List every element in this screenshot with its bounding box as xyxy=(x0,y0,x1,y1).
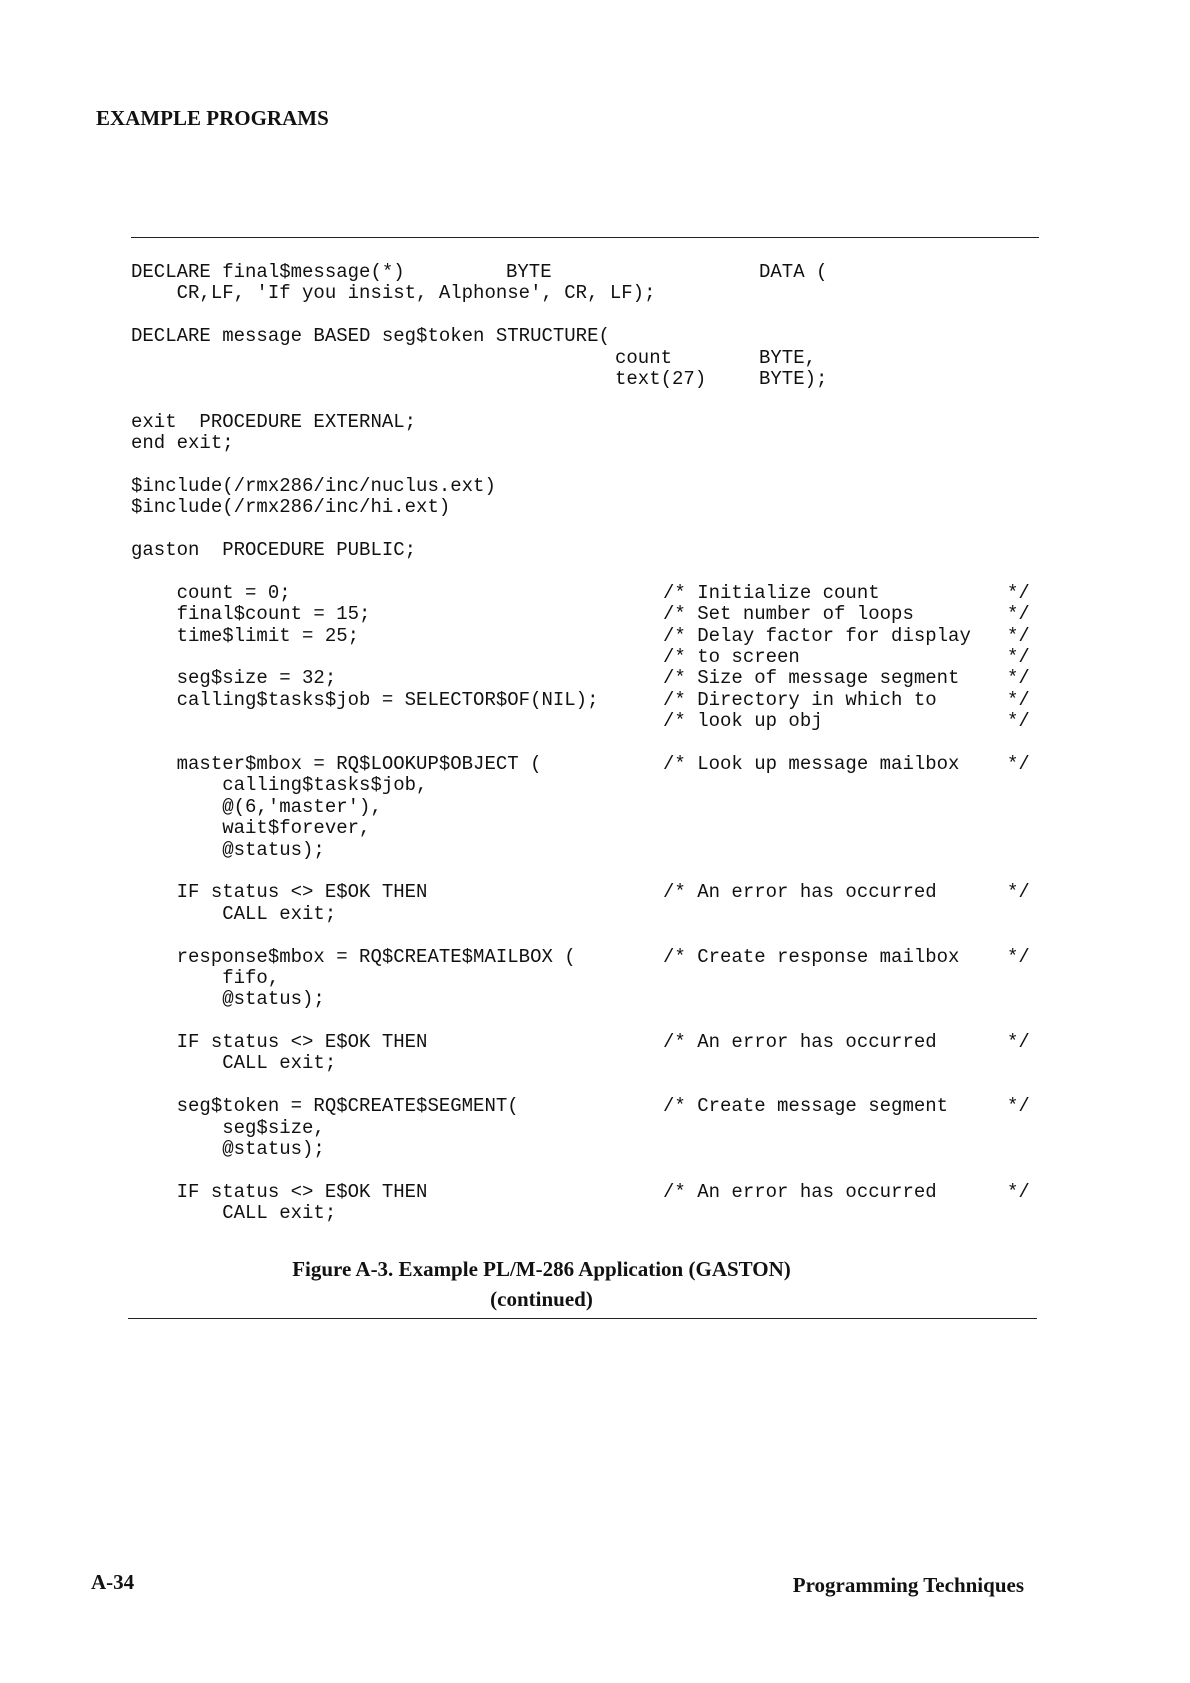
code-line: calling$tasks$job, xyxy=(131,774,428,797)
comment-text: /* An error has occurred xyxy=(663,1031,937,1054)
figure-caption xyxy=(0,1254,1083,1314)
blank-line xyxy=(131,454,1041,475)
comment-end: */ xyxy=(1007,1095,1030,1118)
comment-text: /* An error has occurred xyxy=(663,881,937,904)
page-number: A-34 xyxy=(91,1570,135,1594)
code-text: DECLARE final$message(*) xyxy=(131,261,405,283)
comment-end: */ xyxy=(1007,710,1030,733)
comment-text: /* Create response mailbox xyxy=(663,945,960,968)
caption-title: Figure A-3. Example PL/M-286 Application (GASTON) xyxy=(292,1257,791,1281)
blank-line xyxy=(131,1010,1041,1031)
code-line: @status); xyxy=(131,838,325,861)
code-line: CALL exit; xyxy=(131,1202,337,1225)
code-line xyxy=(131,946,1041,967)
comment-end: */ xyxy=(1007,581,1030,604)
code-line: $include(/rmx286/inc/hi.ext) xyxy=(131,496,451,519)
comment-end: */ xyxy=(1007,603,1030,626)
blank-line xyxy=(131,924,1041,945)
code-text: IF status <> E$OK THEN xyxy=(131,881,428,904)
code-text: IF status <> E$OK THEN xyxy=(131,1180,428,1203)
comment-text: /* Create message segment xyxy=(663,1095,949,1118)
code-line xyxy=(131,881,1041,902)
code-line: CALL exit; xyxy=(131,902,337,925)
blank-line xyxy=(131,518,1041,539)
blank-line xyxy=(131,389,1041,410)
blank-line xyxy=(131,1159,1041,1180)
code-line xyxy=(131,368,1041,389)
code-text: response$mbox = RQ$CREATE$MAILBOX ( xyxy=(131,945,576,968)
code-line xyxy=(131,1031,1041,1052)
code-text: DATA ( xyxy=(759,261,828,283)
code-line xyxy=(131,1181,1041,1202)
comment-text: /* Delay factor for display xyxy=(663,624,971,647)
code-text: BYTE); xyxy=(759,367,828,390)
code-line: wait$forever, xyxy=(131,817,371,840)
code-line: gaston PROCEDURE PUBLIC; xyxy=(131,539,417,562)
comment-end: */ xyxy=(1007,1031,1030,1054)
section-title: Programming Techniques xyxy=(792,1573,1024,1597)
comment-end: */ xyxy=(1007,624,1030,647)
comment-text: /* Size of message segment xyxy=(663,667,960,690)
comment-end: */ xyxy=(1007,945,1030,968)
caption-continued: (continued) xyxy=(490,1287,593,1311)
code-text: calling$tasks$job = SELECTOR$OF(NIL); xyxy=(131,688,599,711)
code-line xyxy=(131,347,1041,368)
code-line xyxy=(131,603,1041,624)
comment-end: */ xyxy=(1007,646,1030,669)
code-text: IF status <> E$OK THEN xyxy=(131,1031,428,1054)
code-line xyxy=(131,582,1041,603)
code-line: exit PROCEDURE EXTERNAL; xyxy=(131,410,417,433)
code-line: end exit; xyxy=(131,432,234,455)
comment-text: /* Initialize count xyxy=(663,581,880,604)
blank-line xyxy=(131,1074,1041,1095)
code-text: final$count = 15; xyxy=(131,603,371,626)
code-text: count xyxy=(615,346,673,369)
comment-text: /* An error has occurred xyxy=(663,1180,937,1203)
code-text: master$mbox = RQ$LOOKUP$OBJECT ( xyxy=(131,752,542,775)
code-text: seg$token = RQ$CREATE$SEGMENT( xyxy=(131,1095,519,1118)
code-text: count = 0; xyxy=(131,581,291,604)
code-text: BYTE xyxy=(506,261,552,283)
code-line xyxy=(131,646,1041,667)
top-rule xyxy=(131,237,1039,238)
blank-line xyxy=(131,732,1041,753)
comment-text: /* Look up message mailbox xyxy=(663,752,960,775)
comment-end: */ xyxy=(1007,688,1030,711)
code-line xyxy=(131,261,1041,282)
comment-end: */ xyxy=(1007,881,1030,904)
code-listing xyxy=(131,261,1041,1224)
comment-end: */ xyxy=(1007,752,1030,775)
code-text: seg$size = 32; xyxy=(131,667,337,690)
blank-line xyxy=(131,860,1041,881)
code-text: time$limit = 25; xyxy=(131,624,360,647)
code-line xyxy=(131,710,1041,731)
code-line xyxy=(131,689,1041,710)
comment-end: */ xyxy=(1007,1180,1030,1203)
code-line: $include(/rmx286/inc/nuclus.ext) xyxy=(131,474,496,497)
comment-text: /* to screen xyxy=(663,646,800,669)
code-text: BYTE, xyxy=(759,346,817,369)
page-header: EXAMPLE PROGRAMS xyxy=(96,106,329,130)
code-line: CR,LF, 'If you insist, Alphonse', CR, LF); xyxy=(131,282,656,305)
code-text: text(27) xyxy=(615,367,707,390)
comment-text: /* Directory in which to xyxy=(663,688,937,711)
code-line: fifo, xyxy=(131,966,280,989)
comment-end: */ xyxy=(1007,667,1030,690)
blank-line xyxy=(131,304,1041,325)
code-line: @status); xyxy=(131,1138,325,1161)
code-line: CALL exit; xyxy=(131,1052,337,1075)
code-line: @(6,'master'), xyxy=(131,795,382,818)
comment-text: /* Set number of loops xyxy=(663,603,914,626)
code-line xyxy=(131,667,1041,688)
comment-text: /* look up obj xyxy=(663,710,823,733)
code-line: @status); xyxy=(131,988,325,1011)
code-line: DECLARE message BASED seg$token STRUCTURE( xyxy=(131,325,610,348)
bottom-rule xyxy=(128,1318,1037,1319)
blank-line xyxy=(131,560,1041,581)
code-line xyxy=(131,753,1041,774)
code-line xyxy=(131,1095,1041,1116)
code-line: seg$size, xyxy=(131,1116,325,1139)
code-line xyxy=(131,625,1041,646)
